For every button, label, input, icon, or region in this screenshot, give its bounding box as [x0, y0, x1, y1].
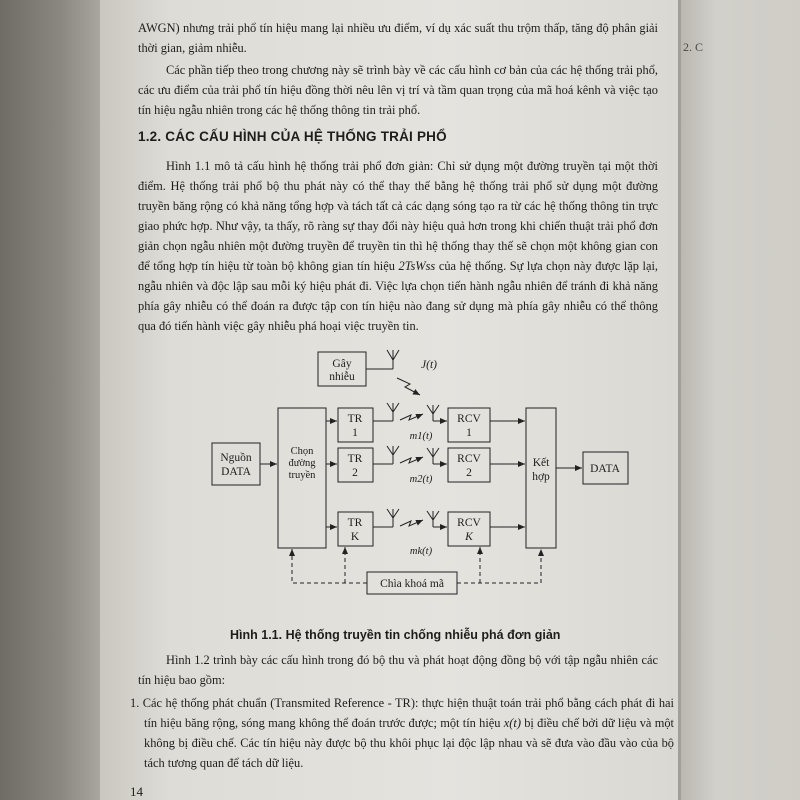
radio-link-icon: [400, 457, 423, 463]
tr-2-label-a: TR: [347, 453, 363, 465]
jam-signal-label: J(t): [421, 359, 437, 371]
tr-k-label-b: K: [350, 531, 360, 543]
rcv-1-label-a: RCV: [457, 413, 481, 425]
list-item-1: [130, 693, 674, 773]
tr-1-label-b: 1: [352, 427, 358, 439]
jammer-label-1: Gây: [332, 358, 352, 370]
figure-caption: Hình 1.1. Hệ thống truyền tin chống nhiễu phá đơn giản: [230, 628, 561, 642]
top-line-1: AWGN) nhưng trải phổ tín hiệu mang lại nhiều ưu điểm, ví dụ xác suất thu trộm thấp, tăng độ: [138, 21, 609, 35]
rcv-2-label-b: 2: [466, 467, 472, 479]
key-label: Chìa khoá mã: [380, 578, 444, 590]
rcv-2-label-a: RCV: [457, 453, 481, 465]
rcv-k-label-b: K: [465, 531, 473, 543]
combiner-label-1: Kết: [532, 457, 550, 469]
list-item-1-var: x(t): [503, 716, 521, 730]
rx-antenna-icon: [427, 511, 439, 527]
source-label-2: DATA: [221, 466, 251, 478]
jammer-antenna-icon: [387, 350, 399, 369]
top-paragraph: [138, 18, 658, 58]
rx-antenna-icon: [427, 405, 439, 421]
section-heading: 1.2. CÁC CẤU HÌNH CỦA HỆ THỐNG TRẢI PHỔ: [138, 129, 447, 144]
radio-link-icon: [400, 520, 423, 526]
selector-label-1: Chọn: [290, 446, 314, 457]
body-part-2: của hệ thống. Sự lựa chọn này được lặp lại, ngẫu nhiên và độc lập sau mỗi ký hiệu phát đi. Việc lựa chọn tiến hành ngẫu nhiên để tránh đi khả năng phía gây nhiễu có thể đoán ra được tập con tín hiệu nào đang sử dụng mà phía gây nhiễu có thể thông qua đó tiến hành việc gây nhiễu phá hoại việc truyền tin.: [138, 259, 658, 333]
facing-page-text: 2. C: [683, 40, 704, 54]
list-item-1-suffix: bị điều chế bởi dữ liệu và một không bị điều chế. Các tín hiệu này được bộ thu khôi phục lại độc lập nhau và sẽ đưa vào đầu vào của bộ tách tương quan để tách dữ liệu.: [144, 716, 674, 770]
left-background: [0, 0, 100, 800]
radio-link-icon: [400, 414, 423, 420]
selector-label-3: truyền: [288, 470, 316, 481]
source-box: [212, 443, 260, 485]
selector-label-2: đường: [288, 458, 316, 469]
facing-page: [680, 0, 800, 800]
after-figure-paragraph: Hình 1.2 trình bày các cấu hình trong đó bộ thu và phát hoạt động đồng bộ với tập ngẫu nhiên các tín hiệu bao gồm:: [138, 653, 658, 687]
body-part-1: Hình 1.1 mô tả cấu hình hệ thống trải phổ đơn giản: Chỉ sử dụng một đường truyền tại một thời điểm. Hệ thống trải phổ bộ thu phát này có thể thay thế bằng hệ thống trải phổ sử dụng một đường truyền băng rộng có khả năng tổng hợp và tách tất cả các dạng sóng tạo ra từ các hệ thống thông tin trực giao phức hợp. Như vậy, ta thấy, rõ ràng sự thay đổi này hiệu quả hơn trong khi chiến thuật trải phổ đơn giản chọn ngẫu nhiên một đường truyền để truyền tin thì hệ thống thay thế sẽ chọn một không gian con để tổng hợp tín hiệu từ toàn bộ không gian tín hiệu: [138, 159, 658, 273]
jam-lightning-icon: [397, 378, 420, 395]
combiner-label-2: hợp: [532, 471, 550, 483]
formula: 2TsWss: [398, 259, 436, 273]
block-diagram: [195, 340, 655, 610]
page-number: 14: [130, 784, 143, 799]
signal-label-1: m1(t): [409, 431, 433, 442]
sink-label: DATA: [590, 463, 620, 475]
rcv-k-label-a: RCV: [457, 517, 481, 529]
tr-1-label-a: TR: [347, 413, 363, 425]
jammer-label-2: nhiễu: [329, 371, 355, 383]
list-item-1-prefix: 1. Các hệ thống phát chuẩn (Transmited Reference - TR): thực hiện thuật toán trải phổ bằng cách phát đi hai tín hiệu băng rộng, sóng mang không thể đoán trước được; một tín hiệu: [130, 696, 674, 730]
intro-paragraph: Các phần tiếp theo trong chương này sẽ trình bày về các cấu hình cơ bản của các hệ thống trải phổ, các ưu điểm của trải phổ tín hiệu đồng thời nêu lên vị trí và tầm quan trọng của mã hoá kênh và việc tạo tín hiệu ngẫu nhiên trong các hệ thống thông tin trải phổ.: [138, 63, 658, 117]
tr-2-label-b: 2: [352, 467, 358, 479]
source-label-1: Nguồn: [220, 452, 252, 464]
signal-label-2: m2(t): [409, 474, 433, 485]
page-edge: [678, 0, 681, 800]
rcv-1-label-b: 1: [466, 427, 472, 439]
tr-k-label-a: TR: [347, 517, 363, 529]
top-line-2: phân giải thời gian, giảm nhiễu.: [138, 21, 658, 55]
tx-antenna-icon: [387, 509, 399, 527]
rx-antenna-icon: [427, 448, 439, 464]
body-paragraph: [138, 156, 658, 336]
tx-antenna-icon: [387, 446, 399, 464]
tx-antenna-icon: [387, 403, 399, 421]
signal-label-k: mk(t): [409, 546, 433, 557]
